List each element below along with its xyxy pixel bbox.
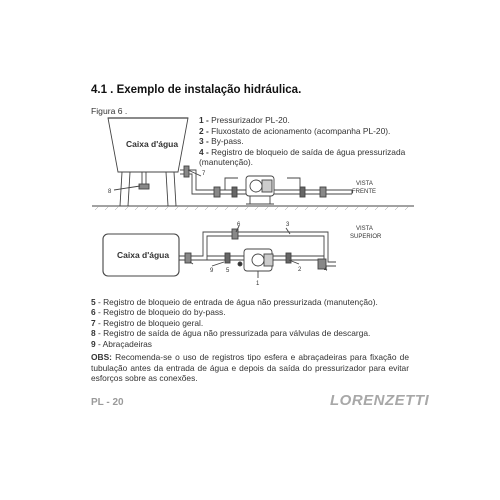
- view-top-line1: VISTA: [356, 226, 373, 232]
- page-number: PL - 20: [91, 397, 124, 408]
- callout-1: 1: [256, 281, 260, 287]
- legend-item-6: 6 - Registro de bloqueio do by-pass.: [91, 307, 226, 318]
- legend-item-8: 8 - Registro de saída de água não pressurizada para válvulas de descarga.: [91, 328, 371, 339]
- callout-5: 5: [226, 268, 230, 274]
- ground-hatch: [95, 206, 409, 210]
- view-front-line2: FRENTE: [352, 189, 376, 195]
- callout-2: 2: [298, 267, 302, 273]
- callout-3: 3: [286, 222, 290, 228]
- figure-label: Figura 6 .: [91, 106, 128, 116]
- tank-label-front: Caixa d'água: [126, 139, 179, 149]
- legend-item-7: 7 - Registro de bloqueio geral.: [91, 317, 204, 328]
- callout-6: 6: [237, 222, 241, 228]
- obs-text: Recomenda-se o uso de registros tipo esfera e abraçadeiras para fixação de tubulação antes da entrada de água e depois da saída do pressurizador para evitar esforços sobre as conexões.: [91, 352, 409, 384]
- obs-label: OBS:: [91, 352, 112, 362]
- legend-item-9: 9 - Abraçadeiras: [91, 338, 152, 349]
- view-front-line1: VISTA: [356, 181, 373, 187]
- section-title: 4.1 . Exemplo de instalação hidráulica.: [91, 84, 302, 96]
- obs-note: [91, 352, 409, 384]
- callout-7: 7: [202, 171, 206, 177]
- callout-8: 8: [108, 189, 112, 195]
- tank-label-top: Caixa d'água: [117, 250, 170, 260]
- brand-logo: LORENZETTI: [330, 392, 430, 409]
- legend-item-5: 5 - Registro de bloqueio de entrada de água não pressurizada (manutenção).: [91, 297, 378, 307]
- legend-item-4-cont: (manutenção).: [199, 157, 253, 168]
- callout-4: 4: [324, 267, 328, 273]
- legend-item-4: 4 - Registro de bloqueio de saída de água pressurizada: [199, 146, 406, 157]
- legend-item-3: 3 - By-pass.: [199, 136, 244, 147]
- legend-item-1: 1 - Pressurizador PL-20.: [199, 115, 290, 125]
- legend-bottom: [91, 297, 421, 349]
- callout-9: 9: [210, 268, 214, 274]
- view-top-line2: SUPERIOR: [350, 234, 382, 240]
- legend-item-2: 2 - Fluxostato de acionamento (acompanha PL-20).: [199, 125, 391, 136]
